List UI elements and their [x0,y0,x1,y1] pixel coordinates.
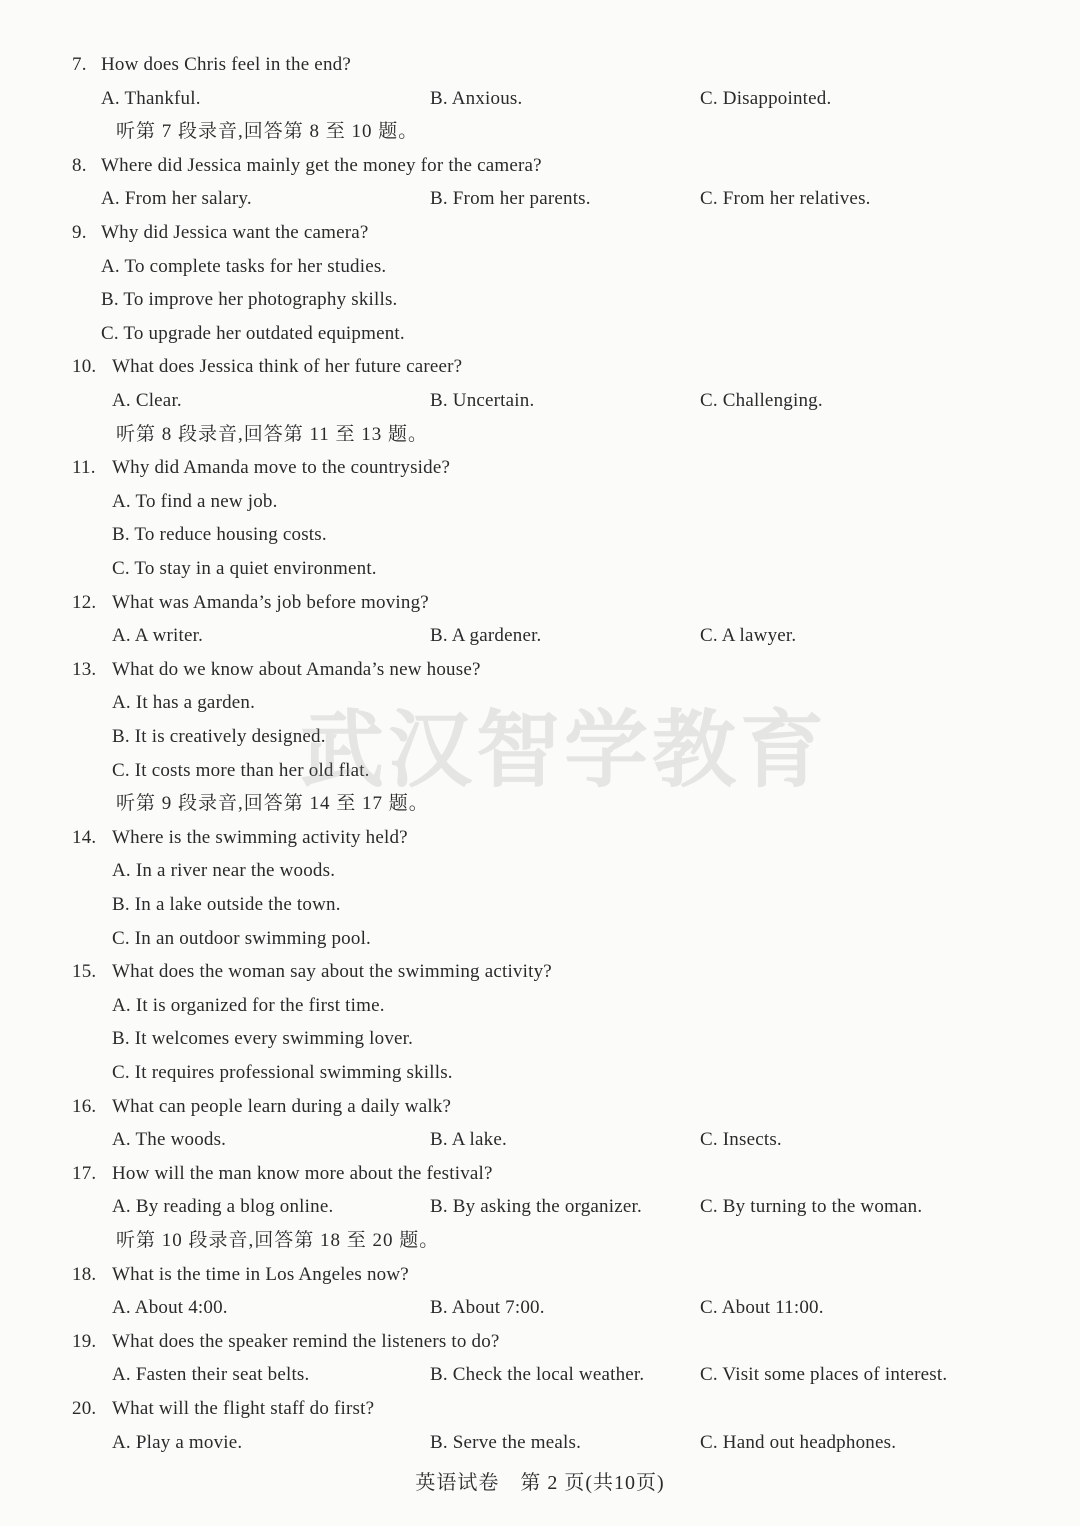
question-stem [0,653,1080,687]
section-instruction [0,787,1080,821]
question-text: How does Chris feel in the end? [101,54,351,75]
options-row [0,1123,1080,1157]
option-b: B. From her parents. [430,188,591,210]
option-c: C. Hand out headphones. [700,1431,897,1453]
question-text: What was Amanda’s job before moving? [112,591,429,613]
option-b: B. In a lake outside the town. [112,894,341,915]
option-c: C. To upgrade her outdated equipment. [101,322,405,344]
question-stem [0,1090,1080,1124]
option-c: C. In an outdoor swimming pool. [112,927,371,949]
question-text: Why did Amanda move to the countryside? [112,457,451,479]
question-number: 18. [72,1263,97,1285]
question-number: 14. [72,826,97,848]
option-c: C. It costs more than her old flat. [112,759,370,781]
question-stem [0,821,1080,855]
option-c: C. From her relatives. [700,188,871,210]
option-line [0,754,1080,788]
option-line [0,283,1080,317]
question-text: Where did Jessica mainly get the money for the camera? [101,154,542,176]
question-stem [0,149,1080,183]
options-row [0,1190,1080,1224]
option-b: B. It welcomes every swimming lover. [112,1028,414,1050]
option-b: B. A lake. [430,1129,507,1151]
question-number: 15. [72,961,97,983]
option-a: A. Fasten their seat belts. [112,1364,310,1386]
option-line [0,922,1080,956]
option-a: A. From her salary. [101,188,252,210]
section-instruction-text: 听第 7 段录音,回答第 8 至 10 题。 [116,121,419,143]
option-a: A. A writer. [112,625,204,647]
question-stem [0,350,1080,384]
option-line [0,552,1080,586]
question-text: What will the flight staff do first? [112,1398,375,1419]
option-b: B. Uncertain. [430,390,535,411]
options-row [0,1358,1080,1392]
option-b: B. Check the local weather. [430,1364,645,1386]
question-stem [0,1258,1080,1292]
watermark: 武汉智学教育 [300,701,829,799]
option-b: B. To reduce housing costs. [112,524,327,546]
question-text: What is the time in Los Angeles now? [112,1263,409,1285]
option-b: B. Serve the meals. [430,1431,582,1453]
option-a: A. Thankful. [101,87,201,109]
option-c: C. To stay in a quiet environment. [112,558,377,579]
options-row [0,384,1080,418]
option-a: A. By reading a blog online. [112,1196,334,1218]
option-line [0,317,1080,351]
option-c: C. Disappointed. [700,87,832,109]
option-b: B. A gardener. [430,625,542,647]
option-b: B. Anxious. [430,87,523,109]
option-line [0,686,1080,720]
question-number: 19. [72,1330,97,1352]
question-text: How will the man know more about the festival? [112,1162,493,1184]
option-a: A. In a river near the woods. [112,860,336,882]
page-footer: 英语试卷 第 2 页(共10页) [415,1472,665,1494]
question-text: What does the woman say about the swimming activity? [112,961,552,983]
question-text: What do we know about Amanda’s new house? [112,658,481,680]
section-instruction [0,115,1080,149]
option-c: C. A lawyer. [700,625,797,647]
question-number: 13. [72,658,97,680]
option-a: A. Clear. [112,390,182,411]
option-b: B. It is creatively designed. [112,726,326,747]
question-stem [0,1392,1080,1426]
option-line [0,854,1080,888]
question-text: Where is the swimming activity held? [112,826,408,848]
options-row [0,82,1080,116]
option-a: A. To find a new job. [112,490,278,512]
question-stem [0,1325,1080,1359]
option-line [0,1056,1080,1090]
option-a: A. It is organized for the first time. [112,994,385,1016]
question-text: What does the speaker remind the listeners to do? [112,1330,500,1352]
option-a: A. The woods. [112,1129,227,1151]
question-number: 11. [72,457,96,479]
question-stem [0,955,1080,989]
options-row [0,1291,1080,1325]
option-line [0,485,1080,519]
section-instruction-text: 听第 9 段录音,回答第 14 至 17 题。 [116,793,429,815]
options-row [0,182,1080,216]
section-instruction [0,418,1080,452]
section-instruction-text: 听第 10 段录音,回答第 18 至 20 题。 [116,1230,440,1251]
option-a: A. Play a movie. [112,1431,243,1453]
question-number: 10. [72,356,97,378]
section-instruction [0,1224,1080,1258]
question-number: 16. [72,1095,97,1117]
option-line [0,518,1080,552]
question-number: 7. [72,54,87,75]
options-row [0,1426,1080,1460]
question-number: 12. [72,591,97,613]
question-text: What can people learn during a daily walk? [112,1095,452,1117]
option-line [0,1022,1080,1056]
section-instruction-text: 听第 8 段录音,回答第 11 至 13 题。 [116,423,429,445]
option-c: C. By turning to the woman. [700,1196,923,1218]
option-c: C. Insects. [700,1129,782,1151]
question-number: 17. [72,1162,97,1184]
option-b: B. By asking the organizer. [430,1196,642,1218]
question-stem [0,586,1080,620]
option-b: B. About 7:00. [430,1297,545,1319]
question-stem [0,1157,1080,1191]
question-text: Why did Jessica want the camera? [101,222,369,243]
option-line [0,989,1080,1023]
option-line [0,720,1080,754]
option-c: C. It requires professional swimming skills. [112,1062,453,1083]
option-c: C. Visit some places of interest. [700,1364,948,1386]
options-row [0,619,1080,653]
question-stem [0,216,1080,250]
question-number: 20. [72,1398,97,1419]
question-stem [0,48,1080,82]
question-number: 9. [72,222,87,243]
option-b: B. To improve her photography skills. [101,289,398,311]
option-a: A. To complete tasks for her studies. [101,255,387,277]
option-c: C. About 11:00. [700,1297,824,1319]
option-c: C. Challenging. [700,390,823,411]
option-line [0,250,1080,284]
question-text: What does Jessica think of her future career? [112,356,463,378]
option-a: A. About 4:00. [112,1297,228,1319]
option-line [0,888,1080,922]
question-number: 8. [72,154,87,176]
question-stem [0,451,1080,485]
option-a: A. It has a garden. [112,692,256,714]
